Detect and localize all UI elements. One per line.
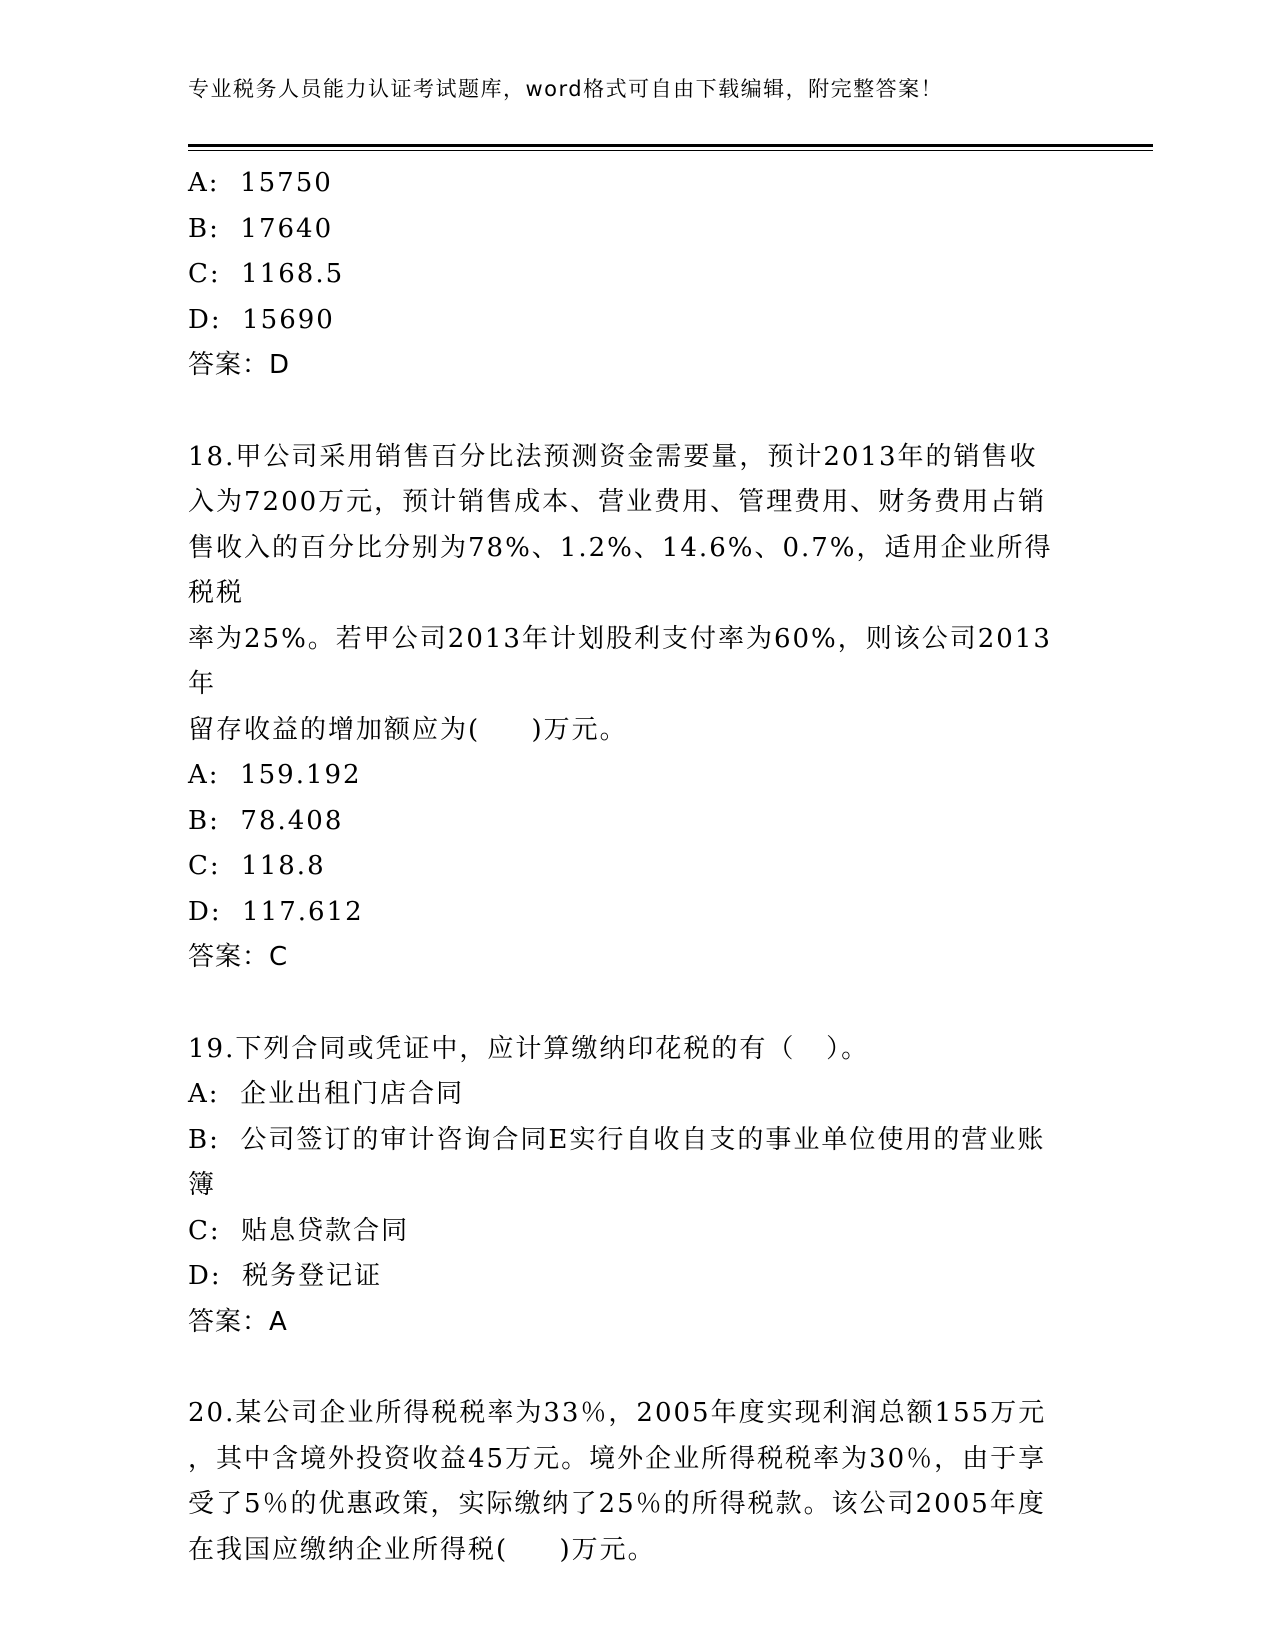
question-text-line: 18.甲公司采用销售百分比法预测资金需要量，预计2013年的销售收 — [188, 441, 1038, 472]
answer-option: B: 78.408 — [188, 805, 344, 836]
block-spacer — [188, 981, 1073, 1027]
question-text-line: 在我国应缴纳企业所得税( )万元。 — [188, 1534, 656, 1565]
question-text-line: 20.某公司企业所得税税率为33％，2005年度实现利润总额155万元 — [188, 1398, 1047, 1428]
question-text-line: 受了5％的优惠政策，实际缴纳了25％的所得税款。该公司2005年度 — [188, 1489, 1046, 1519]
answer-option: B: 公司签订的审计咨询合同E实行自收自支的事业单位使用的营业账 — [188, 1124, 1046, 1155]
answer-option: D: 117.612 — [188, 896, 364, 927]
header-rule-thin — [188, 150, 1153, 151]
answer-option: C: 118.8 — [188, 851, 326, 881]
page-header: 专业税务人员能力认证考试题库，word格式可自由下载编辑，附完整答案！ — [188, 77, 944, 101]
question-text-line: ，其中含境外投资收益45万元。境外企业所得税税率为30％，由于享 — [188, 1443, 1047, 1474]
question-block — [188, 435, 1073, 981]
answer-option: A: 15750 — [188, 168, 333, 198]
question-text-line: 率为25%。若甲公司2013年计划股利支付率为60%，则该公司2013年 — [188, 623, 1052, 699]
question-block — [188, 1027, 1073, 1346]
question-text-line: 售收入的百分比分别为78%、1.2%、14.6%、0.7%，适用企业所得税税 — [188, 532, 1053, 608]
answer-option: C: 1168.5 — [188, 259, 345, 289]
answer-option: A: 企业出租门店合同 — [188, 1079, 465, 1109]
answer-option: C: 贴息贷款合同 — [188, 1215, 410, 1246]
question-text-line: 入为7200万元，预计销售成本、营业费用、管理费用、财务费用占销 — [188, 487, 1047, 517]
block-spacer — [188, 389, 1073, 435]
answer-key: 答案：A — [188, 1306, 288, 1337]
header-rule-thick — [188, 144, 1153, 147]
question-block — [188, 161, 1073, 389]
answer-option: D: 税务登记证 — [188, 1261, 383, 1291]
question-text-line: 19.下列合同或凭证中，应计算缴纳印花税的有（ ）。 — [188, 1033, 870, 1064]
question-text-line: 留存收益的增加额应为( )万元。 — [188, 714, 628, 745]
block-spacer — [188, 1345, 1073, 1391]
answer-option: A: 159.192 — [188, 760, 362, 790]
answer-option: D: 15690 — [188, 304, 335, 335]
answer-key: 答案：C — [188, 942, 289, 972]
answer-option: 簿 — [188, 1170, 217, 1200]
question-block — [188, 1391, 1073, 1573]
answer-key: 答案：D — [188, 350, 291, 380]
answer-option: B: 17640 — [188, 213, 334, 244]
document-body — [188, 161, 1073, 1573]
